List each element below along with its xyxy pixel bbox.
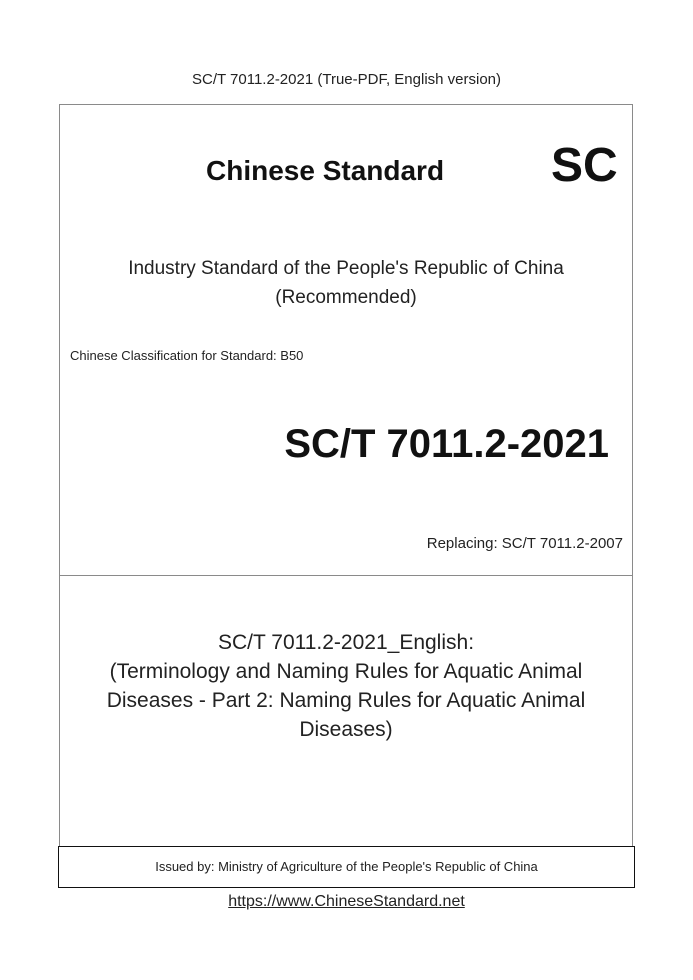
cover-frame	[59, 104, 633, 886]
sc-mark: SC	[551, 139, 618, 192]
standard-label: Chinese Standard	[206, 155, 445, 186]
document-title	[59, 628, 633, 744]
page-header: SC/T 7011.2-2021 (True-PDF, English version)	[191, 71, 502, 88]
title-line: (Terminology and Naming Rules for Aquatic Animal	[109, 660, 583, 683]
industry-line-2: (Recommended)	[275, 287, 417, 308]
issuer-box: Issued by: Ministry of Agriculture of the People's Republic of China	[58, 846, 635, 888]
website-link[interactable]: https://www.ChineseStandard.net	[228, 893, 465, 910]
industry-line-1: Industry Standard of the People's Republic of China	[128, 258, 564, 279]
title-line: Diseases)	[299, 718, 393, 741]
standard-number: SC/T 7011.2-2021	[284, 422, 609, 466]
classification-code: Chinese Classification for Standard: B50	[70, 348, 304, 363]
title-line: SC/T 7011.2-2021_English:	[217, 631, 475, 654]
footer	[0, 893, 693, 911]
title-line: Diseases - Part 2: Naming Rules for Aquatic Animal	[106, 689, 586, 712]
section-divider	[60, 575, 632, 576]
replacing-note: Replacing: SC/T 7011.2-2007	[426, 535, 623, 552]
